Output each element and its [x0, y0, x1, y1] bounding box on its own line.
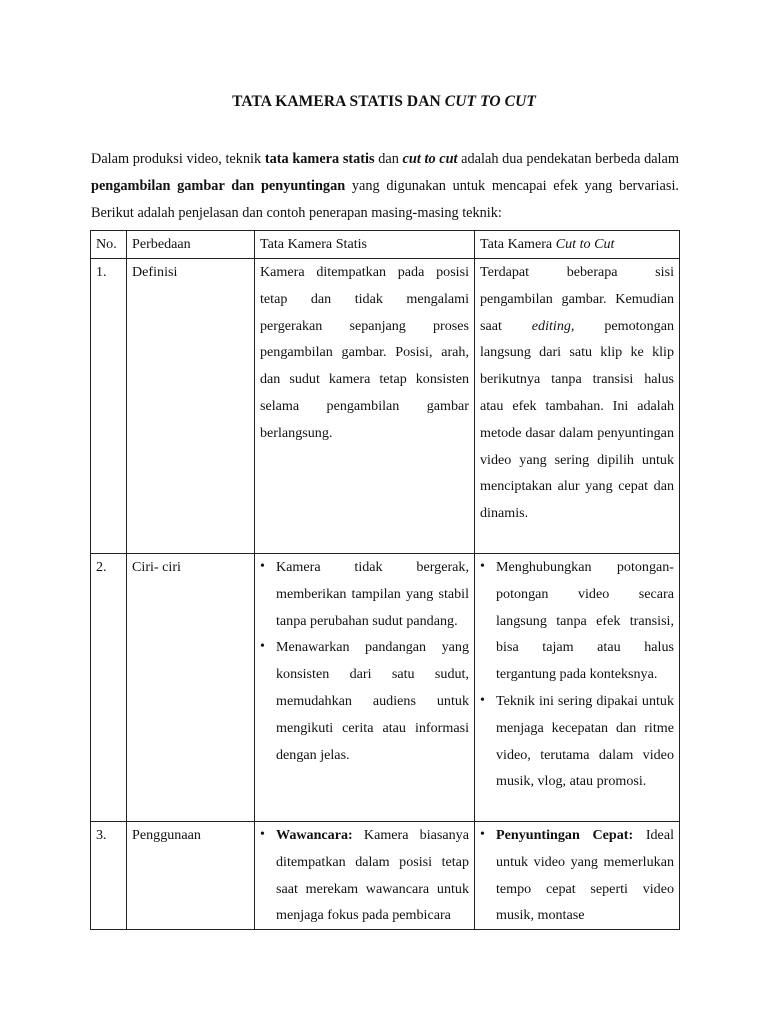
row-number: 2. [91, 554, 127, 822]
cell-cut-ciri [475, 554, 680, 822]
list-item: • Kamera tidak bergerak, memberikan tampilan yang stabil tanpa perubahan sudut pandang. [260, 554, 469, 634]
cell-text: pemotongan langsung dari satu klip ke klip berikutnya tanpa transisi halus atau efek tambahan. Ini adalah metode dasar dalam penyuntingan video yang sering dipilih untuk menciptakan alur yang cepat dan dinamis. [480, 317, 674, 522]
list-item: • Menawarkan pandangan yang konsisten dari satu sudut, memudahkan audiens untuk mengikuti cerita atau informasi dengan jelas. [260, 634, 469, 768]
intro-bold-term: tata kamera statis [264, 151, 375, 167]
row-number: 3. [91, 822, 127, 930]
list-item [260, 822, 469, 929]
intro-italic-term: cut to cut [402, 151, 458, 167]
item-bold-label: Penyuntingan Cepat: [496, 827, 634, 843]
list-item: • Menghubungkan potongan-potongan video secara langsung tanpa efek transisi, bisa tajam atau halus tergantung pada konteksnya. [480, 554, 674, 688]
intro-text: dan [374, 151, 403, 167]
header-cut-prefix: Tata Kamera [480, 236, 556, 252]
cell-text: Terdapat beberapa sisi pengambilan gambar. Kemudian saat [480, 264, 674, 334]
title-text: TATA KAMERA STATIS DAN [232, 93, 445, 110]
cell-cut-penggunaan [475, 822, 680, 930]
list-item [480, 822, 674, 929]
comparison-table [90, 230, 680, 930]
cell-italic-text: editing, [531, 317, 575, 334]
row-number: 1. [91, 259, 127, 554]
table-row [91, 822, 680, 930]
cell-statis-ciri [255, 554, 475, 822]
header-cut-to-cut [475, 231, 680, 259]
intro-paragraph [91, 146, 679, 227]
table-row [91, 554, 680, 822]
item-bold-label: Wawancara: [276, 827, 353, 843]
header-perbedaan: Perbedaan [127, 231, 255, 259]
cell-statis-penggunaan [255, 822, 475, 930]
cell-statis-definisi: Kamera ditempatkan pada posisi tetap dan tidak mengalami pergerakan sepanjang proses pengambilan gambar. Posisi, arah, dan sudut kamera tetap konsisten selama pengambilan gambar berlangsung. [255, 259, 475, 554]
bullet-list [480, 554, 674, 795]
row-label: Penggunaan [127, 822, 255, 930]
document-title [0, 93, 768, 111]
row-label: Ciri- ciri [127, 554, 255, 822]
table-row [91, 259, 680, 554]
item-text: Kamera biasanya ditempatkan dalam posisi tetap saat merekam wawancara untuk menjaga fokus pada pembicara [276, 827, 469, 924]
header-no: No. [91, 231, 127, 259]
intro-text: adalah dua pendekatan berbeda dalam [457, 151, 679, 167]
header-statis: Tata Kamera Statis [255, 231, 475, 259]
bullet-list [260, 554, 469, 768]
list-item: • Teknik ini sering dipakai untuk menjaga kecepatan dan ritme video, terutama dalam video musik, vlog, atau promosi. [480, 688, 674, 795]
intro-bold-term: pengambilan gambar dan penyuntingan [91, 178, 346, 194]
cell-cut-definisi [475, 259, 680, 554]
table-header-row [91, 231, 680, 259]
title-italic-text: CUT TO CUT [444, 93, 536, 110]
intro-text: yang digunakan untuk mencapai efek yang bervariasi. Berikut adalah penjelasan dan contoh penerapan masing-masing teknik: [91, 178, 679, 221]
bullet-list [260, 822, 469, 929]
item-text: Ideal untuk video yang memerlukan tempo cepat seperti video musik, montase [496, 827, 674, 924]
row-label: Definisi [127, 259, 255, 554]
intro-text: Dalam produksi video, teknik [91, 151, 265, 167]
bullet-list [480, 822, 674, 929]
header-cut-italic: Cut to Cut [555, 236, 615, 252]
